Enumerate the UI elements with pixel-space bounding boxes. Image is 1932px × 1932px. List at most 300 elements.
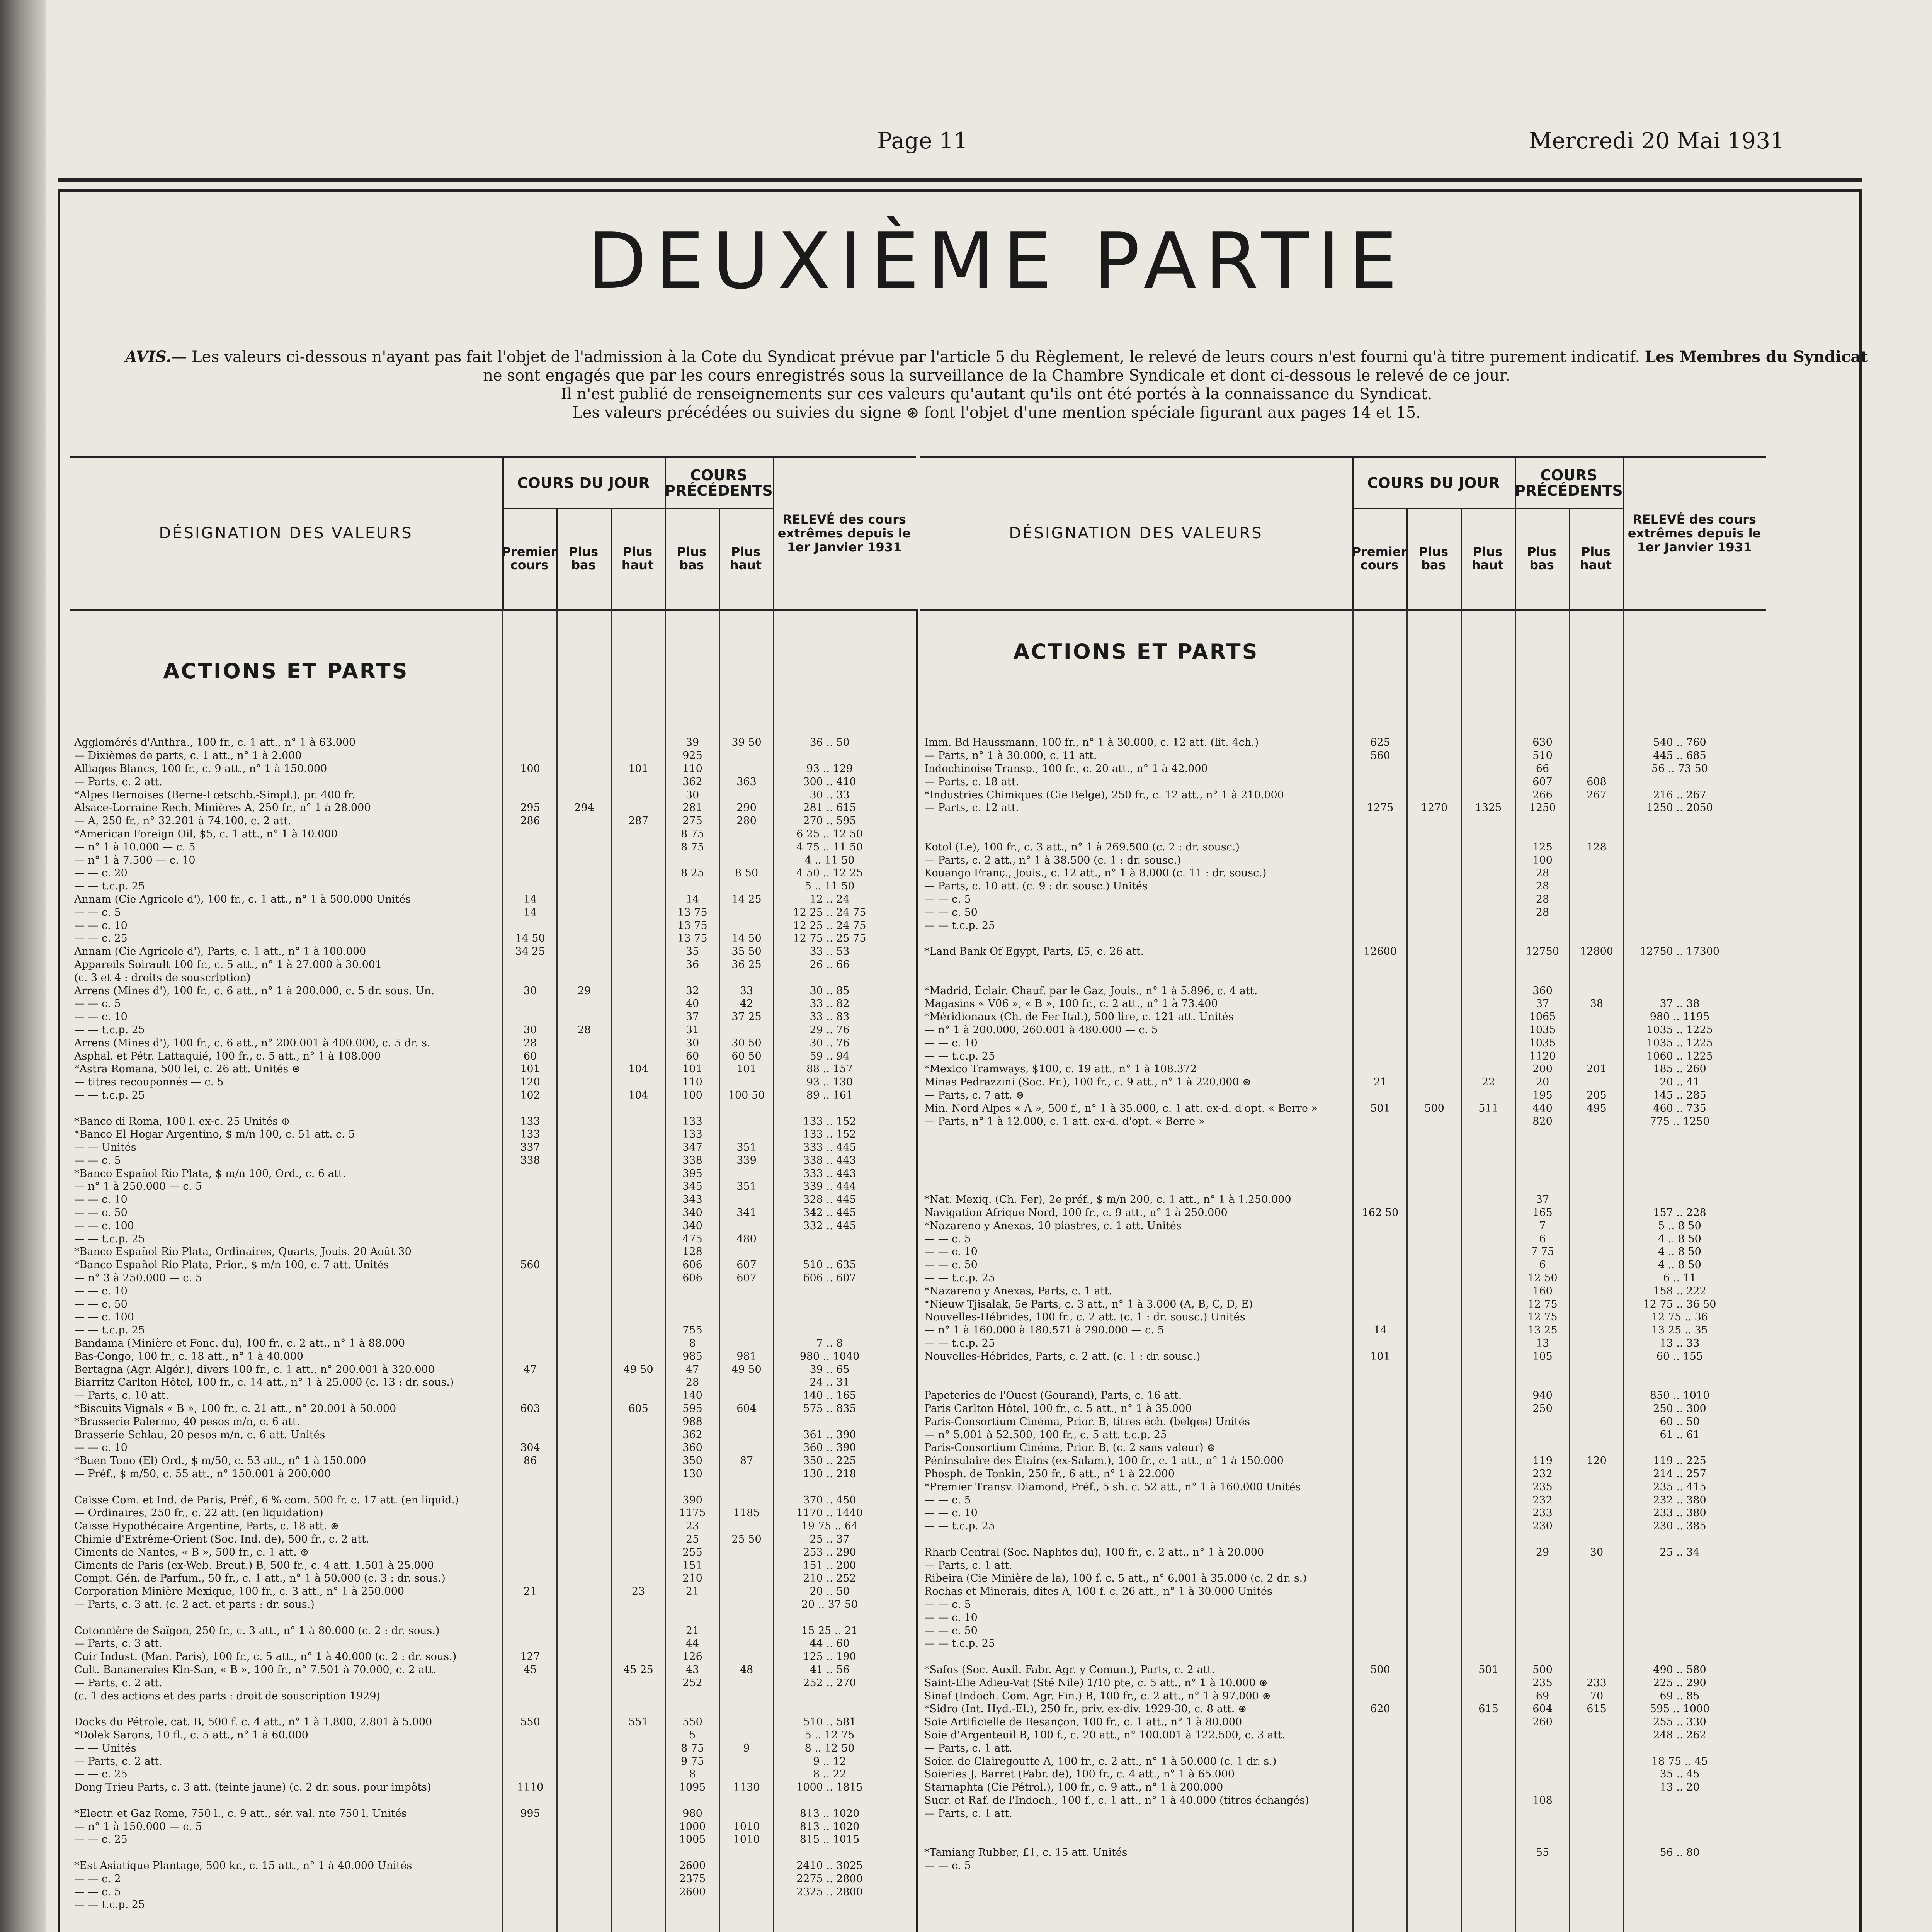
table-row bbox=[920, 854, 1766, 867]
releve-extremes: 13 .. 20 bbox=[1660, 1781, 1700, 1794]
table-row bbox=[920, 1663, 1766, 1677]
prev-plus-bas: 39 bbox=[685, 736, 699, 749]
prev-plus-bas: 360 bbox=[1532, 985, 1553, 997]
table-row bbox=[920, 1585, 1766, 1598]
security-name: — — c. 5 bbox=[924, 1494, 971, 1506]
table-row bbox=[920, 945, 1766, 958]
security-name: — — c. 20 bbox=[74, 867, 128, 879]
releve-extremes: 15 25 .. 21 bbox=[801, 1624, 858, 1637]
security-name: *Astra Romana, 500 lei, c. 26 att. Unités ⊛ bbox=[74, 1063, 301, 1075]
prev-plus-bas: 100 bbox=[682, 1089, 702, 1101]
prev-plus-bas: 37 bbox=[685, 1011, 699, 1023]
security-name: — — c. 10 bbox=[924, 1611, 978, 1624]
releve-extremes: 130 .. 218 bbox=[803, 1468, 856, 1480]
prev-plus-haut: 42 bbox=[740, 998, 753, 1010]
table-row bbox=[920, 1768, 1766, 1781]
table-row bbox=[70, 1898, 916, 1912]
releve-extremes: 252 .. 270 bbox=[803, 1677, 856, 1689]
table-row bbox=[70, 1076, 916, 1089]
releve-extremes: 119 .. 225 bbox=[1653, 1455, 1706, 1467]
table-row bbox=[70, 1245, 916, 1259]
security-name: — — c. 10 bbox=[74, 1194, 128, 1206]
table-row bbox=[920, 1624, 1766, 1637]
releve-extremes: 5 .. 11 50 bbox=[804, 880, 855, 893]
prev-plus-bas: 13 25 bbox=[1527, 1324, 1558, 1337]
prev-plus-haut: 120 bbox=[1587, 1455, 1607, 1467]
security-name: Alsace-Lorraine Rech. Minières A, 250 fr., n° 1 à 28.000 bbox=[74, 802, 371, 814]
prev-plus-bas: 28 bbox=[1536, 906, 1549, 918]
prev-plus-bas: 105 bbox=[1532, 1350, 1553, 1362]
table-row bbox=[920, 932, 1766, 945]
notice-line-3: Il n'est publié de renseignements sur ces valeurs qu'autant qu'ils ont été portés à la connaissance du Syndicat. bbox=[561, 385, 1432, 403]
table-row bbox=[920, 1350, 1766, 1363]
table-row bbox=[920, 840, 1766, 854]
prev-plus-bas: 252 bbox=[682, 1677, 702, 1689]
table-row bbox=[70, 1024, 916, 1037]
prev-plus-haut: 1010 bbox=[733, 1820, 760, 1833]
prev-plus-haut: 35 50 bbox=[731, 946, 762, 958]
table-row bbox=[70, 1454, 916, 1468]
prev-plus-bas: 23 bbox=[685, 1520, 699, 1532]
table-row bbox=[920, 1559, 1766, 1572]
table-row bbox=[920, 1024, 1766, 1037]
table-row bbox=[920, 1755, 1766, 1768]
prev-plus-bas: 1095 bbox=[679, 1781, 706, 1794]
releve-extremes: 56 .. 73 50 bbox=[1651, 762, 1708, 775]
releve-extremes: 33 .. 83 bbox=[810, 1011, 850, 1023]
table-row bbox=[70, 1663, 916, 1677]
security-name: — — c. 25 bbox=[74, 1833, 128, 1846]
prev-plus-bas: 8 bbox=[689, 1768, 696, 1781]
premier-cours: 47 bbox=[523, 1363, 537, 1376]
prev-plus-bas: 940 bbox=[1532, 1389, 1553, 1402]
top-rule bbox=[58, 178, 1862, 182]
prev-plus-bas: 255 bbox=[682, 1546, 702, 1558]
security-name: — — c. 5 bbox=[924, 1859, 971, 1872]
security-name: — Parts, c. 10 att. (c. 9 : dr. sousc.) Unités bbox=[924, 880, 1148, 893]
releve-extremes: 255 .. 330 bbox=[1653, 1716, 1706, 1728]
prev-plus-bas: 606 bbox=[682, 1259, 702, 1271]
releve-extremes: 26 .. 66 bbox=[810, 958, 850, 971]
prev-plus-bas: 604 bbox=[1532, 1703, 1553, 1715]
header-releve: RELEVÉ des cours extrêmes depuis le 1er Janvier 1931 bbox=[777, 512, 911, 554]
table-row bbox=[70, 1089, 916, 1102]
prev-plus-bas: 500 bbox=[1532, 1663, 1553, 1676]
prev-plus-bas: 440 bbox=[1532, 1102, 1553, 1114]
table-row bbox=[70, 1572, 916, 1585]
table-row bbox=[70, 1180, 916, 1193]
plus-haut: 49 50 bbox=[623, 1363, 653, 1376]
prev-plus-bas: 6 bbox=[1539, 1233, 1546, 1245]
security-name: — — c. 10 bbox=[74, 1285, 128, 1297]
security-name: *Nat. Mexiq. (Ch. Fer), 2e préf., $ m/n 200, c. 1 att., n° 1 à 1.250.000 bbox=[924, 1194, 1291, 1206]
table-row bbox=[920, 1702, 1766, 1716]
security-name: — Parts, c. 2 att. bbox=[74, 776, 162, 788]
plus-haut: 287 bbox=[628, 815, 648, 827]
security-name: — — c. 10 bbox=[74, 1011, 128, 1023]
releve-extremes: 133 .. 152 bbox=[803, 1128, 856, 1141]
releve-extremes: 20 .. 50 bbox=[810, 1585, 850, 1598]
plus-haut: 104 bbox=[628, 1063, 648, 1075]
releve-extremes: 30 .. 85 bbox=[810, 985, 850, 997]
security-name: Kouango Franç., Jouis., c. 12 att., n° 1 à 8.000 (c. 11 : dr. sousc.) bbox=[924, 867, 1267, 879]
security-name: — — Unités bbox=[74, 1141, 136, 1154]
prev-plus-bas: 260 bbox=[1532, 1716, 1553, 1728]
premier-cours: 304 bbox=[520, 1442, 540, 1454]
security-name: Corporation Minière Mexique, 100 fr., c. 3 att., n° 1 à 250.000 bbox=[74, 1585, 405, 1598]
security-name: *Nazareno y Anexas, Parts, c. 1 att. bbox=[924, 1285, 1112, 1297]
releve-extremes: 2325 .. 2800 bbox=[796, 1886, 863, 1898]
releve-extremes: 490 .. 580 bbox=[1653, 1663, 1706, 1676]
security-name: Kotol (Le), 100 fr., c. 3 att., n° 1 à 269.500 (c. 2 : dr. sousc.) bbox=[924, 841, 1240, 853]
releve-extremes: 158 .. 222 bbox=[1653, 1285, 1706, 1297]
security-name: — n° 1 à 150.000 — c. 5 bbox=[74, 1820, 202, 1833]
premier-cours: 100 bbox=[520, 762, 540, 775]
notice-line-4: Les valeurs précédées ou suivies du signe ⊛ font l'objet d'une mention spéciale figurant aux pages 14 et 15. bbox=[572, 404, 1421, 422]
table-row bbox=[920, 1637, 1766, 1650]
table-row bbox=[920, 1781, 1766, 1794]
releve-extremes: 8 .. 22 bbox=[813, 1768, 846, 1781]
prev-plus-bas: 390 bbox=[682, 1494, 702, 1506]
prev-plus-haut: 70 bbox=[1590, 1690, 1604, 1702]
releve-extremes: 140 .. 165 bbox=[803, 1389, 856, 1402]
plus-haut: 501 bbox=[1478, 1663, 1498, 1676]
plus-haut: 101 bbox=[628, 762, 648, 775]
releve-extremes: 510 .. 635 bbox=[803, 1259, 856, 1271]
releve-extremes: 540 .. 760 bbox=[1653, 736, 1706, 749]
releve-extremes: 44 .. 60 bbox=[810, 1638, 850, 1650]
table-row bbox=[70, 1350, 916, 1363]
prev-plus-haut: 608 bbox=[1587, 776, 1607, 788]
table-row bbox=[70, 1010, 916, 1024]
prev-plus-haut: 1185 bbox=[733, 1507, 760, 1519]
table-row bbox=[920, 1259, 1766, 1272]
prev-plus-bas: 250 bbox=[1532, 1403, 1553, 1415]
prev-plus-haut: 25 50 bbox=[731, 1533, 762, 1545]
security-name: — n° 3 à 250.000 — c. 5 bbox=[74, 1272, 202, 1284]
prev-plus-bas: 7 75 bbox=[1531, 1246, 1554, 1258]
releve-extremes: 214 .. 257 bbox=[1653, 1468, 1706, 1480]
table-row bbox=[920, 1859, 1766, 1872]
prev-plus-bas: 755 bbox=[682, 1324, 702, 1337]
security-name: Nouvelles-Hébrides, Parts, c. 2 att. (c. 1 : dr. sousc.) bbox=[924, 1350, 1201, 1362]
prev-plus-haut: 39 50 bbox=[731, 736, 762, 749]
prev-plus-bas: 14 bbox=[685, 893, 699, 905]
releve-extremes: 25 .. 34 bbox=[1660, 1546, 1700, 1558]
table-row bbox=[70, 1115, 916, 1128]
prev-plus-bas: 606 bbox=[682, 1272, 702, 1284]
table-row bbox=[920, 1115, 1766, 1128]
releve-extremes: 60 .. 155 bbox=[1656, 1350, 1703, 1362]
releve-extremes: 12750 .. 17300 bbox=[1639, 946, 1720, 958]
table-row bbox=[920, 867, 1766, 880]
table-row bbox=[70, 749, 916, 762]
premier-cours: 560 bbox=[520, 1259, 540, 1271]
table-row bbox=[920, 1441, 1766, 1454]
table-row bbox=[920, 1154, 1766, 1167]
table-row bbox=[920, 919, 1766, 932]
security-name: — — t.c.p. 25 bbox=[74, 880, 145, 893]
plus-haut: 615 bbox=[1478, 1703, 1498, 1715]
prev-plus-bas: 40 bbox=[685, 998, 699, 1010]
prev-plus-bas: 281 bbox=[682, 802, 702, 814]
table-row bbox=[70, 1755, 916, 1768]
prev-plus-bas: 1175 bbox=[679, 1507, 706, 1519]
releve-extremes: 8 .. 12 50 bbox=[804, 1742, 855, 1754]
table-row bbox=[70, 1167, 916, 1180]
prev-plus-bas: 362 bbox=[682, 776, 702, 788]
releve-extremes: 210 .. 252 bbox=[803, 1572, 856, 1585]
prev-plus-haut: 8 50 bbox=[735, 867, 759, 879]
premier-cours: 550 bbox=[520, 1716, 540, 1728]
releve-extremes: 7 .. 8 bbox=[816, 1337, 843, 1350]
prev-plus-haut: 101 bbox=[736, 1063, 757, 1075]
security-name: Paris-Consortium Cinéma, Prior. B, (c. 2 sans valeur) ⊛ bbox=[924, 1442, 1216, 1454]
prev-plus-bas: 232 bbox=[1532, 1494, 1553, 1506]
security-name: — — c. 2 bbox=[74, 1872, 121, 1885]
releve-extremes: 29 .. 76 bbox=[810, 1024, 850, 1036]
table-row bbox=[920, 736, 1766, 749]
prev-plus-bas: 233 bbox=[1532, 1507, 1553, 1519]
security-name: — — c. 100 bbox=[74, 1219, 134, 1232]
prev-plus-bas: 230 bbox=[1532, 1520, 1553, 1532]
table-row bbox=[70, 1298, 916, 1311]
security-name: — — t.c.p. 25 bbox=[924, 1272, 995, 1284]
prev-plus-bas: 43 bbox=[685, 1663, 699, 1676]
prev-plus-bas: 510 bbox=[1532, 750, 1553, 762]
prev-plus-bas: 101 bbox=[682, 1063, 702, 1075]
page-title: DEUXIÈME PARTIE bbox=[587, 216, 1406, 306]
premier-cours: 995 bbox=[520, 1807, 540, 1820]
table-row bbox=[920, 1376, 1766, 1389]
table-row bbox=[920, 1206, 1766, 1219]
releve-extremes: 5 .. 12 75 bbox=[804, 1729, 855, 1741]
premier-cours: 500 bbox=[1370, 1663, 1390, 1676]
releve-extremes: 250 .. 300 bbox=[1653, 1403, 1706, 1415]
prev-plus-haut: 128 bbox=[1587, 841, 1607, 853]
plus-haut: 551 bbox=[628, 1716, 648, 1728]
premier-cours: 14 50 bbox=[515, 932, 545, 945]
table-row bbox=[70, 1206, 916, 1219]
header-prev-plus-bas: Plus bas bbox=[1515, 508, 1570, 609]
security-name: *Dolek Sarons, 10 fl., c. 5 att., n° 1 à 60.000 bbox=[74, 1729, 308, 1741]
prev-plus-bas: 29 bbox=[1536, 1546, 1549, 1558]
security-name: Alliages Blancs, 100 fr., c. 9 att., n° 1 à 150.000 bbox=[74, 762, 327, 775]
security-name: Brasserie Schlau, 20 pesos m/n, c. 6 att. Unités bbox=[74, 1429, 325, 1441]
security-name: Appareils Soirault 100 fr., c. 5 att., n° 1 à 27.000 à 30.001 bbox=[74, 958, 382, 971]
prev-plus-bas: 28 bbox=[1536, 893, 1549, 905]
security-name: Bandama (Minière et Fonc. du), 100 fr., c. 2 att., n° 1 à 88.000 bbox=[74, 1337, 405, 1350]
premier-cours: 338 bbox=[520, 1154, 540, 1167]
security-name: *Banco di Roma, 100 l. ex-c. 25 Unités ⊛ bbox=[74, 1115, 290, 1128]
table-row bbox=[920, 1533, 1766, 1546]
table-row bbox=[70, 1807, 916, 1820]
prev-plus-haut: 351 bbox=[736, 1180, 757, 1193]
security-name: — — c. 10 bbox=[74, 919, 128, 932]
premier-cours: 101 bbox=[1370, 1350, 1390, 1362]
table-row bbox=[70, 1049, 916, 1063]
premier-cours: 14 bbox=[1373, 1324, 1387, 1337]
prev-plus-bas: 30 bbox=[685, 1037, 699, 1049]
plus-haut: 104 bbox=[628, 1089, 648, 1101]
prev-plus-haut: 495 bbox=[1587, 1102, 1607, 1114]
prev-plus-bas: 985 bbox=[682, 1350, 702, 1362]
prev-plus-bas: 1065 bbox=[1529, 1011, 1556, 1023]
prev-plus-bas: 340 bbox=[682, 1219, 702, 1232]
security-name: — Parts, c. 10 att. bbox=[74, 1389, 169, 1402]
releve-extremes: 6 .. 11 bbox=[1663, 1272, 1696, 1284]
row-list bbox=[920, 736, 1766, 1872]
table-row bbox=[70, 971, 916, 984]
releve-extremes: 361 .. 390 bbox=[803, 1429, 856, 1441]
security-name: — — c. 100 bbox=[74, 1311, 134, 1323]
header-cours-precedents: COURS PRÉCÉDENTS bbox=[1515, 458, 1624, 509]
prev-plus-bas: 55 bbox=[1536, 1847, 1549, 1859]
prev-plus-bas: 31 bbox=[685, 1024, 699, 1036]
table-row bbox=[70, 1598, 916, 1611]
security-name: — — c. 10 bbox=[924, 1037, 978, 1049]
table-row bbox=[70, 1154, 916, 1167]
page-number: Page 11 bbox=[877, 128, 968, 154]
table-row bbox=[920, 1507, 1766, 1520]
security-name: — n° 1 à 160.000 à 180.571 à 290.000 — c. 5 bbox=[924, 1324, 1164, 1337]
prev-plus-bas: 820 bbox=[1532, 1115, 1553, 1128]
table-row bbox=[920, 1689, 1766, 1702]
prev-plus-bas: 343 bbox=[682, 1194, 702, 1206]
plus-bas: 28 bbox=[577, 1024, 591, 1036]
prev-plus-bas: 1120 bbox=[1529, 1050, 1556, 1062]
security-name: — — t.c.p. 25 bbox=[924, 1337, 995, 1350]
security-name: — — t.c.p. 25 bbox=[74, 1233, 145, 1245]
releve-extremes: 445 .. 685 bbox=[1653, 750, 1706, 762]
prev-plus-bas: 345 bbox=[682, 1180, 702, 1193]
security-name: *Premier Transv. Diamond, Préf., 5 sh. c. 52 att., n° 1 à 160.000 Unités bbox=[924, 1481, 1301, 1493]
prev-plus-haut: 351 bbox=[736, 1141, 757, 1154]
notice-lead: AVIS. bbox=[125, 348, 172, 366]
prev-plus-haut: 12800 bbox=[1580, 946, 1613, 958]
security-name: — Parts, c. 1 att. bbox=[924, 1807, 1012, 1820]
prev-plus-bas: 395 bbox=[682, 1167, 702, 1180]
security-name: — — t.c.p. 25 bbox=[74, 1089, 145, 1101]
prev-plus-bas: 47 bbox=[685, 1363, 699, 1376]
premier-cours: 603 bbox=[520, 1403, 540, 1415]
security-name: — — t.c.p. 25 bbox=[924, 919, 995, 932]
table-row bbox=[70, 867, 916, 880]
releve-extremes: 225 .. 290 bbox=[1653, 1677, 1706, 1689]
table-row bbox=[70, 1102, 916, 1115]
security-name: Annam (Cie Agricole d'), 100 fr., c. 1 att., n° 1 à 500.000 Unités bbox=[74, 893, 411, 905]
table-row bbox=[70, 1468, 916, 1481]
table-row bbox=[920, 1102, 1766, 1115]
premier-cours: 34 25 bbox=[515, 946, 545, 958]
releve-extremes: 2275 .. 2800 bbox=[796, 1872, 863, 1885]
table-row bbox=[70, 1259, 916, 1272]
security-name: — — c. 25 bbox=[74, 1768, 128, 1781]
table-row bbox=[70, 1833, 916, 1846]
prev-plus-bas: 8 75 bbox=[680, 841, 704, 853]
security-name: — Parts, c. 3 att. (c. 2 act. et parts : dr. sous.) bbox=[74, 1598, 315, 1611]
prev-plus-bas: 13 75 bbox=[677, 932, 707, 945]
security-name: — — c. 5 bbox=[924, 893, 971, 905]
plus-bas: 29 bbox=[577, 985, 591, 997]
table-row bbox=[920, 1676, 1766, 1689]
security-name: *Électr. et Gaz Rome, 750 l., c. 9 att., sér. val. nte 750 l. Unités bbox=[74, 1807, 407, 1820]
security-name: — — c. 10 bbox=[924, 1507, 978, 1519]
prev-plus-bas: 200 bbox=[1532, 1063, 1553, 1075]
prev-plus-haut: 205 bbox=[1587, 1089, 1607, 1101]
releve-extremes: 93 .. 130 bbox=[806, 1076, 853, 1088]
security-name: — Parts, c. 12 att. bbox=[924, 802, 1019, 814]
prev-plus-bas: 338 bbox=[682, 1154, 702, 1167]
table-row bbox=[70, 1415, 916, 1428]
security-name: — titres recouponnés — c. 5 bbox=[74, 1076, 224, 1088]
table-row bbox=[70, 1520, 916, 1533]
table-row bbox=[920, 971, 1766, 984]
security-name: — — c. 50 bbox=[924, 1624, 978, 1637]
table-row bbox=[70, 1820, 916, 1833]
releve-extremes: 4 75 .. 11 50 bbox=[796, 841, 863, 853]
releve-extremes: 232 .. 380 bbox=[1653, 1494, 1706, 1506]
releve-extremes: 30 .. 76 bbox=[810, 1037, 850, 1049]
prev-plus-bas: 1005 bbox=[679, 1833, 706, 1846]
table-row bbox=[70, 736, 916, 749]
header-premier-cours: Premier cours bbox=[1352, 508, 1408, 609]
table-row bbox=[920, 815, 1766, 828]
prev-plus-bas: 595 bbox=[682, 1403, 702, 1415]
security-name: — n° 1 à 250.000 — c. 5 bbox=[74, 1180, 202, 1193]
header-prev-plus-haut: Plus haut bbox=[1569, 508, 1624, 609]
table-row bbox=[920, 1089, 1766, 1102]
prev-plus-bas: 7 bbox=[1539, 1219, 1546, 1232]
prev-plus-bas: 235 bbox=[1532, 1481, 1553, 1493]
prev-plus-bas: 110 bbox=[682, 762, 702, 775]
prev-plus-haut: 341 bbox=[736, 1207, 757, 1219]
security-name: *Biscuits Vignals « B », 100 fr., c. 21 att., n° 20.001 à 50.000 bbox=[74, 1403, 396, 1415]
prev-plus-haut: 607 bbox=[736, 1259, 757, 1271]
releve-extremes: 980 .. 1040 bbox=[799, 1350, 860, 1362]
table-row bbox=[920, 1794, 1766, 1807]
releve-extremes: 2410 .. 3025 bbox=[796, 1859, 863, 1872]
security-name: *Nazareno y Anexas, 10 piastres, c. 1 att. Unités bbox=[924, 1219, 1182, 1232]
table-row bbox=[70, 1128, 916, 1141]
security-name: Cult. Bananeraies Kin-San, « B », 100 fr., n° 7.501 à 70.000, c. 2 att. bbox=[74, 1663, 437, 1676]
table-row bbox=[70, 1036, 916, 1049]
security-name: *Banco Español Rio Plata, Prior., $ m/n 100, c. 7 att. Unités bbox=[74, 1259, 389, 1271]
prev-plus-bas: 130 bbox=[682, 1468, 702, 1480]
table-row bbox=[920, 1820, 1766, 1833]
releve-extremes: 93 .. 129 bbox=[806, 762, 853, 775]
releve-extremes: 342 .. 445 bbox=[803, 1207, 856, 1219]
prev-plus-bas: 13 75 bbox=[677, 906, 707, 918]
security-name: — — c. 5 bbox=[924, 1233, 971, 1245]
security-name: — — c. 5 bbox=[74, 998, 121, 1010]
header-designation: DÉSIGNATION DES VALEURS bbox=[920, 458, 1354, 609]
table-row bbox=[70, 840, 916, 854]
premier-cours: 101 bbox=[520, 1063, 540, 1075]
premier-cours: 21 bbox=[523, 1585, 537, 1598]
security-name: — Parts, c. 7 att. ⊛ bbox=[924, 1089, 1025, 1101]
prev-plus-bas: 2600 bbox=[679, 1886, 706, 1898]
plus-haut: 45 25 bbox=[623, 1663, 653, 1676]
security-name: Imm. Bd Haussmann, 100 fr., n° 1 à 30.000, c. 12 att. (lit. 4ch.) bbox=[924, 736, 1259, 749]
security-name: — — t.c.p. 25 bbox=[74, 1024, 145, 1036]
header-cours-precedents: COURS PRÉCÉDENTS bbox=[665, 458, 774, 509]
security-name: Papeteries de l'Ouest (Gourand), Parts, c. 16 att. bbox=[924, 1389, 1182, 1402]
releve-extremes: 39 .. 65 bbox=[810, 1363, 850, 1376]
releve-extremes: 235 .. 415 bbox=[1653, 1481, 1706, 1493]
table-row bbox=[920, 749, 1766, 762]
notice-text-1: — Les valeurs ci-dessous n'ayant pas fait l'objet de l'admission à la Cote du Syndicat prévue par l'article 5 du Règlement, le relevé de leurs cours n'est fourni qu'à titre purement indicatif. bbox=[171, 348, 1640, 366]
